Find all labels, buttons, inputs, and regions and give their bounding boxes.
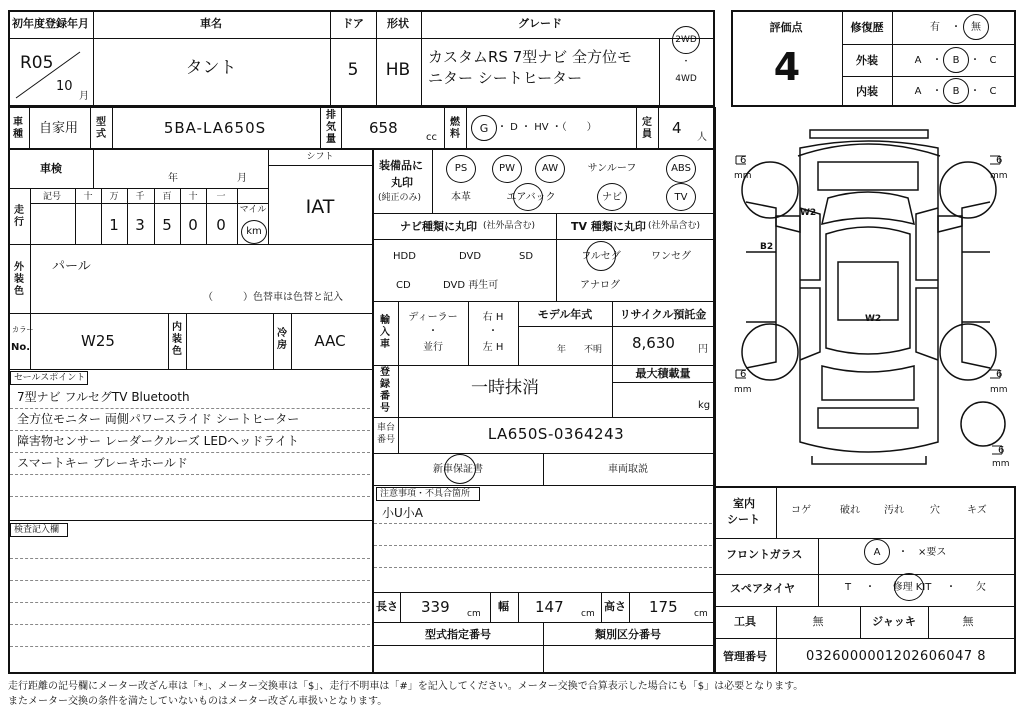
class-label: 車種 [13,117,23,140]
mileage-col-mile: マイル [239,205,267,215]
measure-rl: 6 [740,369,747,380]
import-dealer: ディーラー [408,312,458,323]
mm-rl: mm [734,385,752,395]
import-parallel: 並行 [423,342,443,353]
seat-label-2: シート [727,513,760,526]
exterior-dot2: ・ [970,55,980,66]
nav-label: ナビ種類に丸印 [400,220,477,233]
equip-navi: ナビ [602,192,622,203]
tv-analog: アナログ [580,280,620,291]
mileage-col-10k: 万 [109,192,119,202]
chassis-label-1: 車台 [377,423,396,433]
exterior-color-label: 外装色 [14,262,24,297]
color-no-label2: No. [11,342,31,353]
car-name: タント [185,58,237,78]
model-label: 型式 [96,117,106,140]
nav-note: (社外品含む) [483,221,536,231]
mm-rr: mm [990,385,1008,395]
mileage-col-100k: 十 [83,192,93,202]
reg-month: 10 [56,79,73,94]
capacity: 4 [672,119,682,137]
shape: HB [385,60,411,80]
recycle-value: 8,630 [632,334,675,352]
spare-dot1: ・ [865,582,875,593]
jack-value: 無 [962,615,974,628]
inspection-notes-label: 検査記入欄 [14,525,60,535]
warranty: 新車保証書 [433,464,483,475]
doors-label: ドア [342,17,364,30]
nav-sd: SD [519,251,534,262]
reg-year: R05 [20,53,54,73]
model-year-unit: 年 [557,345,567,355]
sales-line-1: 7型ナビ フルセグTV Bluetooth [17,390,190,404]
length-value: 339 [421,598,450,616]
capacity-unit: 人 [697,132,707,143]
tools-value: 無 [812,615,824,628]
sales-line-3: 障害物センサー レーダークルーズ LEDヘッドライト [17,434,299,448]
max-load-label: 最大積載量 [635,367,691,380]
model-year-label: モデル年式 [537,308,593,321]
notes-value: 小U小A [382,506,423,520]
max-load-kg: kg [698,400,711,411]
height-cm: cm [694,609,708,619]
spare-label: スペアタイヤ [730,582,796,595]
height-label: 高さ [604,600,626,613]
fuel-label: 燃料 [450,117,460,140]
grade-line1: カスタムRS 7型ナビ 全方位モ [428,48,633,66]
shape-label: 形状 [387,17,409,30]
measure-rr: 6 [996,369,1003,380]
grade-line2: ニター シートヒーター [428,69,583,87]
exterior-b: B [952,55,960,66]
notes-label: 注意事項・不具合箇所 [380,489,471,499]
car-damage-diagram [718,112,1018,482]
fuel-g: G [479,122,489,135]
damage-w2-rear: W2 [865,314,882,324]
mileage-digit-5: 0 [216,216,226,234]
exterior-dot1: ・ [932,55,942,66]
drive-2wd: 2WD [675,35,697,45]
interior-c: C [989,86,997,97]
seat-burn: コゲ [791,505,811,516]
measure-fr: 6 [996,155,1003,166]
length-cm: cm [467,609,481,619]
import-dot2: ・ [488,326,498,337]
registration-value: 一時抹消 [471,378,539,398]
windshield-rest: ・ ×要ス [898,547,947,558]
repair-label: 修復歴 [850,21,884,34]
shift-label: シフト [306,152,334,162]
equipment-label-2: 丸印 [391,176,413,189]
mileage-col-1: 一 [216,192,226,202]
spare-kit: 修理 KIT [892,582,932,593]
mileage-km: km [246,226,262,237]
tools-label: 工具 [734,615,756,628]
color-no: W25 [81,332,115,350]
tv-note: (社外品含む) [648,221,701,231]
mileage-digit-1: 1 [109,216,119,234]
equip-aw: AW [541,163,559,174]
mileage-col-1k: 千 [135,192,145,202]
width-cm: cm [581,609,595,619]
height-value: 175 [649,598,678,616]
seat-stain: 汚れ [884,505,904,516]
exterior-color-note: （ ）色替車は色替と記入 [203,292,343,303]
mm-fr: mm [990,171,1008,181]
capacity-label: 定員 [642,117,652,140]
displacement-label: 排気量 [326,110,336,145]
import-left: 左 H [482,342,504,353]
sales-label: セールスポイント [14,373,86,383]
equip-ps: PS [454,163,468,174]
repair-dot: ・ [951,22,961,33]
recycle-yen: 円 [698,344,708,355]
repair-yes: 有 [930,22,940,33]
equip-leather: 本革 [451,192,471,203]
ac-value: AAC [314,332,346,350]
model-value: 5BA-LA650S [163,119,267,137]
recycle-label: リサイクル預託金 [619,308,707,321]
color-no-label1: カラー [12,326,34,335]
mileage-digit-2: 3 [135,216,145,234]
month-unit: 月 [79,91,89,102]
grade-label: グレード [518,17,562,30]
damage-w2-front: W2 [800,208,817,218]
interior-dot1: ・ [932,86,942,97]
repair-no: 無 [971,22,981,33]
equip-pw: PW [499,163,515,174]
seat-tear: 破れ [840,505,860,516]
jack-label: ジャッキ [872,615,916,628]
type-designation-label: 型式指定番号 [425,628,491,641]
mgmt-label: 管理番号 [723,650,767,663]
drive-4wd: 4WD [675,74,697,84]
score-label: 評価点 [769,21,803,34]
mm-fl: mm [734,171,752,181]
tv-fullseg: フルセグ [581,251,621,262]
spare-none: 欠 [976,582,986,593]
seat-label-1: 室内 [733,497,755,510]
tv-label: TV 種類に丸印 [571,220,646,233]
interior-label: 内装 [856,85,878,98]
sales-line-4: スマートキー ブレーキホールド [17,456,188,470]
equip-tv: TV [674,192,688,203]
chassis-value: LA650S-0364243 [487,425,625,443]
inspection-month-unit: 月 [237,173,247,184]
footer-line-2: またメーター交換の条件を満たしていないものはメーター改ざん車扱いとなります。 [8,696,388,707]
cc-unit: cc [426,132,437,143]
mileage-col-100: 百 [162,192,172,202]
car-name-label: 車名 [200,17,222,30]
equip-sunroof: サンルーフ [587,163,637,174]
inspection-year-unit: 年 [168,173,178,184]
exterior-color-value: パール [52,259,91,274]
mileage-label: 走行 [14,205,24,228]
spare-t: T [845,582,852,593]
spare-dot2: ・ [946,582,956,593]
nav-cd: CD [396,280,411,291]
interior-b: B [952,86,960,97]
ac-label: 冷房 [277,328,287,351]
model-year-unknown: 不明 [584,345,603,355]
mileage-col-symbol: 記号 [42,192,62,202]
exterior-c: C [989,55,997,66]
width-value: 147 [535,598,564,616]
interior-dot2: ・ [970,86,980,97]
doors: 5 [347,60,359,80]
import-label: 輸入車 [380,315,390,350]
category-label: 類別区分番号 [595,628,661,641]
mileage-col-10: 十 [188,192,198,202]
sales-line-2: 全方位モニター 両側パワースライド シートヒーター [17,412,300,426]
drive-dot: ・ [681,57,691,67]
interior-a: A [914,86,922,97]
shift-value: IAT [305,196,335,218]
seat-scratch: キズ [967,505,987,516]
score: 4 [773,45,801,89]
inspection-label: 車検 [40,162,62,175]
class-value: 自家用 [39,121,79,136]
displacement: 658 [369,119,398,137]
reg-year-label: 初年度登録年月 [12,17,89,30]
width-label: 幅 [498,600,509,613]
mileage-digit-3: 5 [162,216,172,234]
seat-hole: 穴 [930,505,940,516]
measure-fl: 6 [740,155,747,166]
import-right: 右 H [482,312,504,323]
exterior-label: 外装 [856,54,878,67]
interior-color-label: 内装色 [172,322,182,357]
measure-spare: 6 [998,445,1005,456]
chassis-label-2: 番号 [377,435,396,445]
equip-airbag: エアバック [506,192,556,203]
damage-b2: B2 [760,242,774,252]
windshield-a: A [873,547,881,558]
equipment-label-1: 装備品に [379,159,423,172]
nav-dvd-play: DVD 再生可 [443,280,499,291]
windshield-label: フロントガラス [726,548,803,561]
footer-line-1: 走行距離の記号欄にメーター改ざん車は「*」、メーター交換車は「$」、走行不明車は「#」を記入してください。メーター交換で合算表示した場合にも「$」は必要となります。 [8,681,804,692]
mgmt-value: 0326000001202606047 8 [805,649,987,664]
nav-dvd: DVD [459,251,482,262]
equipment-label-3: (純正のみ) [378,193,422,203]
exterior-a: A [914,55,922,66]
manual: 車両取説 [608,464,648,475]
import-dot1: ・ [428,326,438,337]
length-label: 長さ [376,600,398,613]
equip-abs: ABS [671,163,691,174]
registration-label: 登録番号 [380,367,390,414]
mm-spare: mm [992,459,1010,469]
mileage-digit-4: 0 [188,216,198,234]
tv-oneseg: ワンセグ [651,251,691,262]
nav-hdd: HDD [393,251,416,262]
fuel-rest: ・ D ・ HV ・（ ） [497,122,597,133]
